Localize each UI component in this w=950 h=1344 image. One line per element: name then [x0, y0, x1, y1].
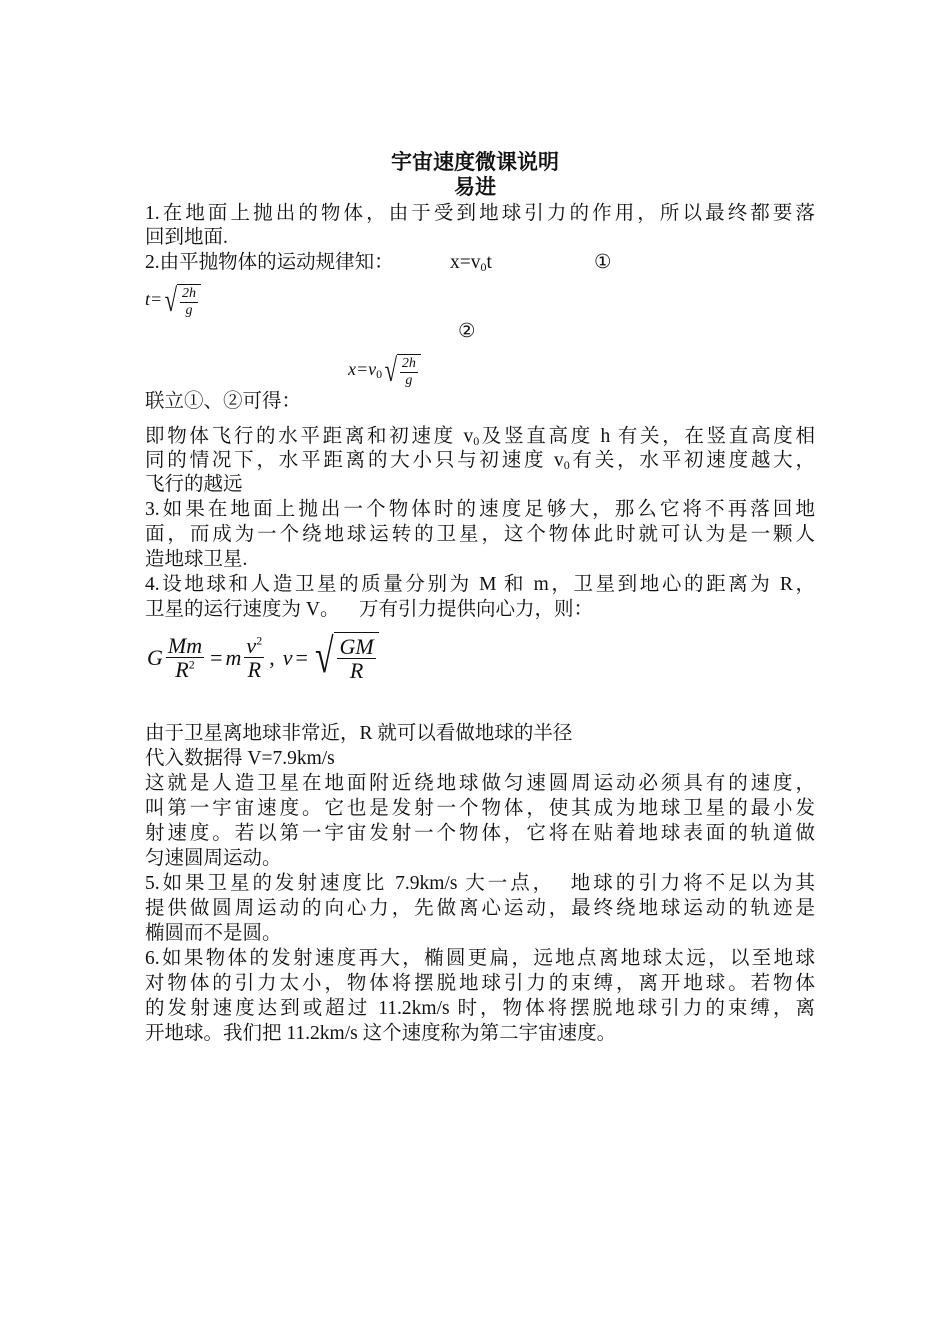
combine-text: 联立①、②可得： [145, 391, 302, 412]
formula-time: t= √ $\frac{2h}{g}$ [145, 284, 201, 318]
paragraph-7-line-1: 这就是人造卫星在地面附近绕地球做匀速圆周运动必须具有的速度， [145, 773, 815, 794]
paragraph-5-line-2: 卫星的运行速度为 V。 万有引力提供向心力，则： [145, 599, 593, 620]
document-author: 易进 [454, 175, 496, 199]
paragraph-7-line-2: 叫第一宇宙速度。它也是发射一个物体，使其成为地球卫星的最小发 [145, 798, 815, 819]
gravity-formula: G $\frac{Mm}{R^2}$ = m $\frac{v^2}{R}$ , v = √ $\frac{GM}{R}$ [147, 632, 379, 683]
paragraph-5-line-1: 4.设地球和人造卫星的质量分别为 M 和 m，卫星到地心的距离为 R， [145, 574, 815, 595]
paragraph-9-line-4: 开地球。我们把 11.2km/s 这个速度称为第二宇宙速度。 [145, 1023, 617, 1044]
paragraph-3-line-2: 同的情况下，水平距离的大小只与初速度 $v_0$有关，水平初速度越大， [145, 450, 815, 472]
paragraph-9-line-2: 对物体的引力太小，物体将摆脱地球引力的束缚，离开地球。若物体 [145, 973, 815, 994]
document-title: 宇宙速度微课说明 [391, 150, 559, 174]
paragraph-2-text: 2.由平抛物体的运动规律知： [145, 252, 394, 273]
paragraph-8-line-1: 5.如果卫星的发射速度比 7.9km/s 大一点， 地球的引力将不足以为其 [145, 873, 815, 894]
paragraph-8-line-2: 提供做圆周运动的向心力，先做离心运动，最终绕地球运动的轨迹是 [145, 898, 815, 919]
paragraph-6-line-2: 代入数据得 V=7.9km/s [145, 748, 335, 769]
paragraph-9-line-1: 6.如果物体的发射速度再大，椭圆更扁，远地点离地球太远，以至地球 [145, 948, 815, 969]
paragraph-4-line-3: 造地球卫星. [145, 549, 248, 570]
paragraph-4-line-1: 3.如果在地面上抛出一个物体时的速度足够大，那么它将不再落回地 [145, 499, 815, 520]
equation-mark-2: ② [458, 321, 476, 342]
paragraph-6-line-1: 由于卫星离地球非常近，R 就可以看做地球的半径 [145, 723, 573, 744]
paragraph-4-line-2: 面，而成为一个绕地球运转的卫星，这个物体此时就可认为是一颗人 [145, 524, 815, 545]
paragraph-8-line-3: 椭圆而不是圆。 [145, 923, 282, 944]
paragraph-7-line-4: 匀速圆周运动。 [145, 848, 282, 869]
paragraph-1-line-2: 回到地面. [145, 227, 228, 248]
paragraph-9-line-3: 的发射速度达到或超过 11.2km/s 时，物体将摆脱地球引力的束缚，离 [145, 998, 815, 1019]
formula-x-v0t: $x=v_0t$ [450, 252, 492, 274]
paragraph-3-line-1: 即物体飞行的水平距离和初速度 $v_0$及竖直高度 h 有关，在竖直高度相 [145, 426, 815, 448]
paragraph-7-line-3: 射速度。若以第一宇宙发射一个物体，它将在贴着地球表面的轨道做 [145, 823, 815, 844]
formula-x-sqrt: $x=v_0$ √ $\frac{2h}{g}$ [348, 354, 421, 388]
paragraph-3-line-3: 飞行的越远 [145, 474, 243, 495]
equation-mark-1: ① [594, 252, 612, 273]
paragraph-1-line-1: 1.在地面上抛出的物体，由于受到地球引力的作用，所以最终都要落 [145, 203, 815, 224]
